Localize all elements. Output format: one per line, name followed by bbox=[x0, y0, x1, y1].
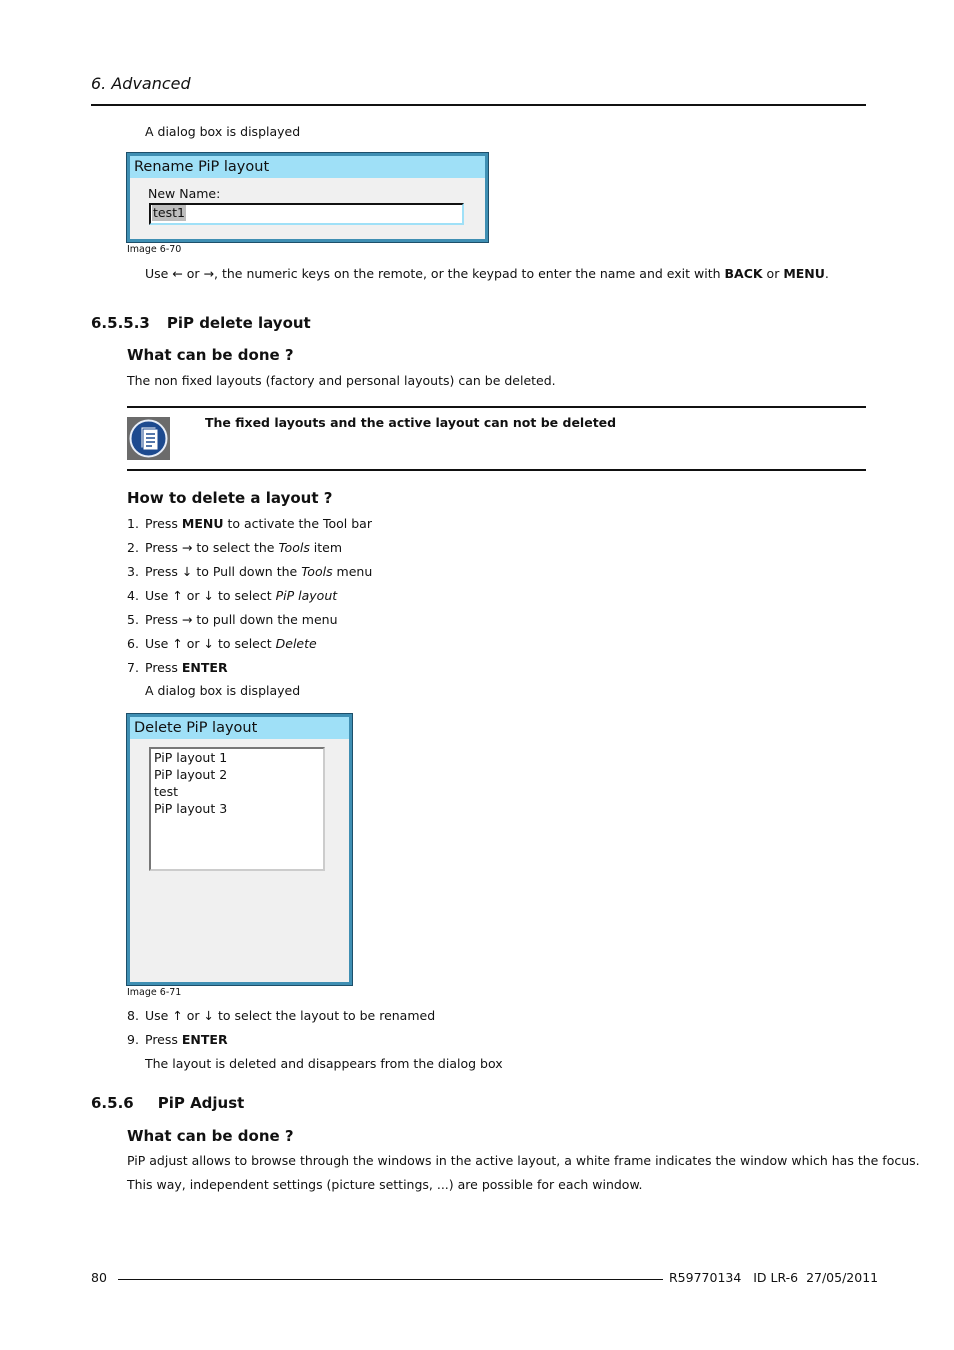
step-item: 1. Press MENU to activate the Tool bar bbox=[127, 516, 372, 531]
new-name-input[interactable] bbox=[149, 203, 464, 225]
new-name-value: test1 bbox=[153, 205, 185, 220]
step-item: 5. Press → to pull down the menu bbox=[127, 612, 338, 627]
document-icon bbox=[127, 417, 170, 460]
pip-adjust-paragraph: This way, independent settings (picture settings, ...) are possible for each window. bbox=[127, 1177, 643, 1192]
how-to-delete-heading: How to delete a layout ? bbox=[127, 489, 333, 507]
note-bottom-rule bbox=[127, 469, 866, 471]
note-text: The fixed layouts and the active layout can not be deleted bbox=[205, 415, 617, 430]
list-item[interactable]: PiP layout 3 bbox=[154, 801, 228, 816]
list-item[interactable]: PiP layout 1 bbox=[154, 750, 228, 765]
note-icon bbox=[127, 417, 170, 460]
rename-pip-dialog bbox=[127, 153, 488, 242]
step-item: 8. Use ↑ or ↓ to select the layout to be renamed bbox=[127, 1008, 436, 1023]
what-can-be-done-heading: What can be done ? bbox=[127, 346, 294, 364]
new-name-label: New Name: bbox=[148, 186, 221, 201]
rename-dialog-title: Rename PiP layout bbox=[130, 156, 485, 178]
step-item: 9. Press ENTER bbox=[127, 1032, 228, 1047]
layout-listbox[interactable] bbox=[149, 747, 325, 871]
section-heading-pip-adjust: 6.5.6 PiP Adjust bbox=[91, 1094, 245, 1112]
what-can-be-done-text: The non fixed layouts (factory and personal layouts) can be deleted. bbox=[127, 373, 556, 388]
page-number: 80 bbox=[91, 1270, 107, 1285]
footer-rule bbox=[118, 1279, 663, 1280]
running-header: 6. Advanced bbox=[91, 74, 191, 93]
list-item[interactable]: test bbox=[154, 784, 179, 799]
document-reference: R59770134 ID LR-6 27/05/2011 bbox=[669, 1270, 879, 1285]
image-caption: Image 6-70 bbox=[127, 244, 182, 255]
delete-pip-dialog bbox=[127, 714, 352, 985]
step-item: 4. Use ↑ or ↓ to select PiP layout bbox=[127, 588, 338, 603]
delete-dialog-title: Delete PiP layout bbox=[130, 717, 349, 739]
use-keys-text: Use ← or →, the numeric keys on the remote, or the keypad to enter the name and exit with BACK or MENU. bbox=[145, 266, 829, 281]
header-rule bbox=[91, 104, 866, 106]
section-heading-pip-delete: 6.5.5.3 PiP delete layout bbox=[91, 314, 311, 332]
image-caption: Image 6-71 bbox=[127, 987, 182, 998]
note-top-rule bbox=[127, 406, 866, 408]
step-item: 3. Press ↓ to Pull down the Tools menu bbox=[127, 564, 373, 579]
dialog-displayed-text: A dialog box is displayed bbox=[145, 683, 301, 698]
list-item[interactable]: PiP layout 2 bbox=[154, 767, 228, 782]
step-item: 2. Press → to select the Tools item bbox=[127, 540, 343, 555]
layout-deleted-text: The layout is deleted and disappears from the dialog box bbox=[145, 1056, 503, 1071]
step-item: 7. Press ENTER bbox=[127, 660, 228, 675]
what-can-be-done-heading: What can be done ? bbox=[127, 1127, 294, 1145]
pip-adjust-paragraph: PiP adjust allows to browse through the windows in the active layout, a white frame indicates the window which has the focus. bbox=[127, 1153, 920, 1168]
step-item: 6. Use ↑ or ↓ to select Delete bbox=[127, 636, 317, 651]
intro-text: A dialog box is displayed bbox=[145, 124, 301, 139]
